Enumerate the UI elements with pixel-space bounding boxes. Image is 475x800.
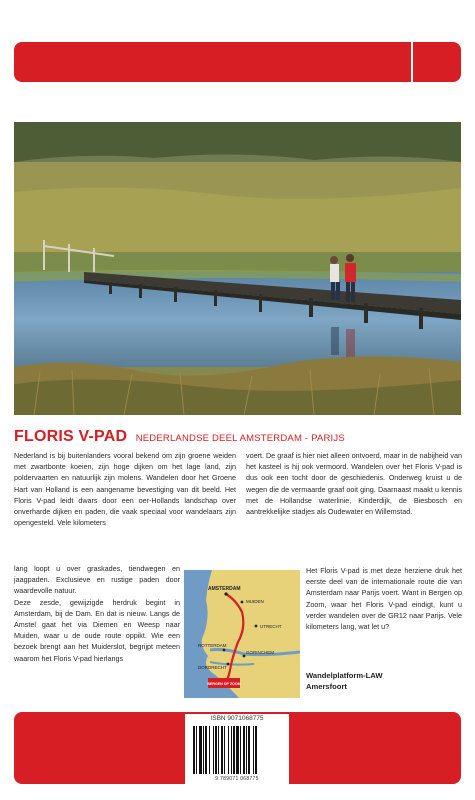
publisher-name: Wandelplatform-LAW xyxy=(306,671,383,680)
cover-photo xyxy=(14,122,461,415)
blurb-paragraph: Het Floris V-pad is met deze herziene druk het eerste deel van de internationale route die van Amsterdam naar Parijs voert. Want in Bergen op Zoom, waar het Floris V-pad eindigt, kunt u verder wandelen over de GR12 naar Parijs. Vele kilometers lang, wat let u? xyxy=(306,566,462,632)
blurb-column-2-bottom xyxy=(306,565,462,632)
map-label-rotterdam: ROTTERDAM xyxy=(198,643,227,648)
book-subtitle: NEDERLANDSE DEEL AMSTERDAM - PARIJS xyxy=(135,433,345,444)
top-red-band xyxy=(14,42,411,82)
map-label-bergen-op-zoom: BERGEN OP ZOOM xyxy=(207,682,241,686)
map-label-utrecht: UTRECHT xyxy=(260,624,282,629)
publisher-block xyxy=(306,670,383,692)
top-red-band-spine xyxy=(413,42,461,82)
blurb-column-1-top xyxy=(14,450,236,528)
blurb-paragraph: Nederland is bij buitenlanders vooral bekend om zijn groene weiden met zwartbonte koeien, zijn hoge dijken om het lage land, zijn poldervaarten en natuurlijk zijn molens. Wandelen door het Groene Hart van Holland is een aangename bevestiging van dit beeld. Het Floris V-pad leidt dwars door een oer-Hollands landschap over onverharde dijken en paden, die vaak speciaal voor wandelaars zijn opengesteld. Vele kilometers xyxy=(14,451,236,528)
isbn-box xyxy=(185,714,289,786)
blurb-paragraph: lang loopt u over graskades, tiendwegen en jaagpaden. Exclusieve en rustige paden door waardevolle natuur. xyxy=(14,564,180,596)
blurb-paragraph: voert. De graaf is hier niet alleen ontvoerd, maar in de nabijheid van het kasteel is hij ook vermoord. Wandelen over het Floris V-pad is dus ook een tocht door de geschiedenis. Onderweg kruist u de wegen die de vermaarde graaf ooit ging. Daarnaast maakt u kennis met de Hollandse waterlinie, Kinderdijk, de Biesbosch en aantrekkelijke stadjes als Oudewater en Willemstad. xyxy=(246,451,462,517)
map-label-dordrecht: DORDRECHT xyxy=(198,665,227,670)
blurb-column-1-bottom xyxy=(14,563,180,664)
isbn-label: ISBN 9071068775 xyxy=(210,715,264,722)
barcode xyxy=(191,726,283,774)
blurb-paragraph: Deze zesde, gewijzigde herdruk begint in Amsterdam, bij de Dam. En dat is nieuw. Langs de Amstel gaat het via Diemen en Weesp naar Muiden, waar u de oude route oppikt. Wie een bezoek brengt aan het Muiderslot, begrijpt meteen waarom het Floris V-pad hierlangs xyxy=(14,597,180,663)
map-label-amsterdam: AMSTERDAM xyxy=(208,586,241,592)
barcode-number: 9 789071 068775 xyxy=(215,776,259,782)
route-map xyxy=(184,570,300,698)
publisher-city: Amersfoort xyxy=(306,682,347,691)
map-label-gorinchem: GORINCHEM xyxy=(246,650,274,655)
book-title: FLORIS V-PAD xyxy=(14,428,128,445)
blurb-column-2-top xyxy=(246,450,462,517)
title-row xyxy=(14,428,461,446)
map-label-muiden: MUIDEN xyxy=(246,599,264,604)
